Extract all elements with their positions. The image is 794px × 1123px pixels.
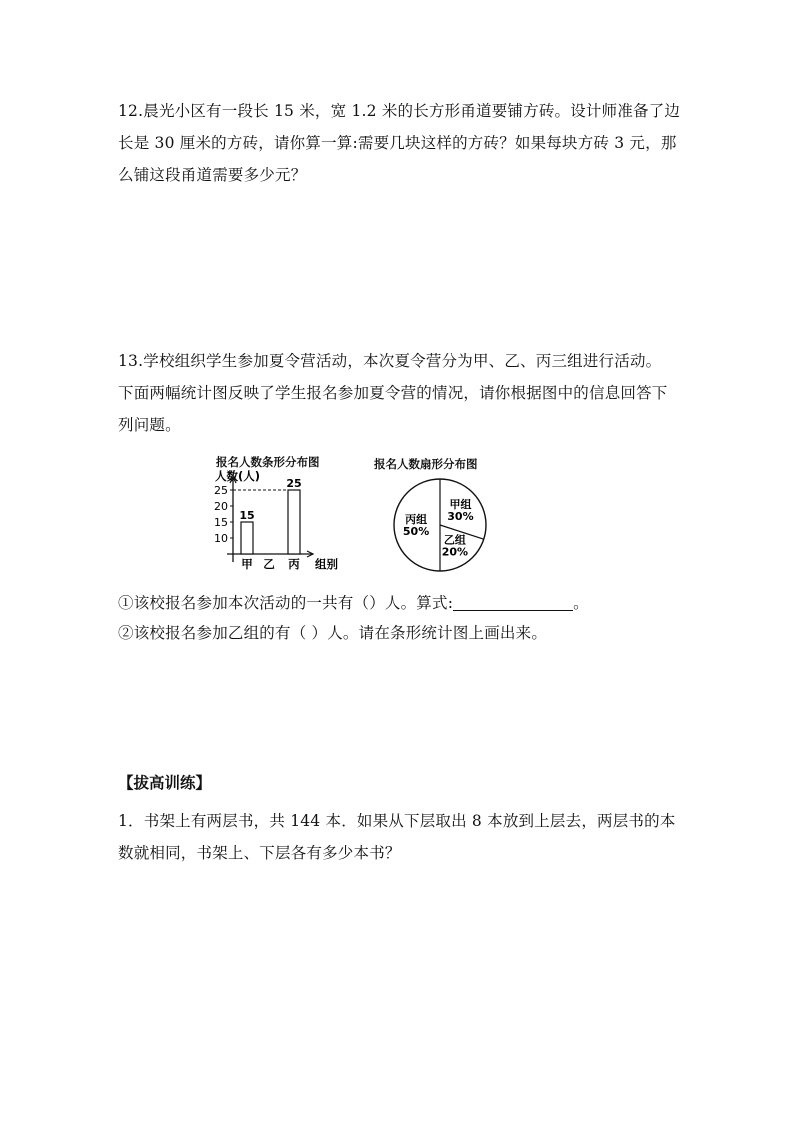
y-tick-label: 10 — [214, 532, 228, 545]
question-13-line: 列问题。 — [118, 416, 181, 434]
x-category-label: 乙 — [263, 557, 275, 571]
bar-chart-title: 报名人数条形分布图 — [216, 455, 320, 469]
training-problem-line: 数就相同，书架上、下层各有多少本书？ — [118, 844, 401, 862]
y-tick-label: 25 — [214, 484, 228, 497]
bar — [288, 490, 300, 554]
bar — [241, 522, 253, 554]
sub-1-text: ①该校报名参加本次活动的一共有（）人。算式: — [118, 594, 454, 612]
pie-slice-percent: 20% — [441, 545, 469, 559]
question-13-line: 13.学校组织学生参加夏令营活动，本次夏令营分为甲、乙、丙三组进行活动。 — [118, 352, 662, 370]
y-tick-label: 20 — [214, 500, 228, 513]
question-12-line: 12.晨光小区有一段长 15 米，宽 1.2 米的长方形甬道要铺方砖。设计师准备了边 — [118, 102, 681, 120]
pie-chart-title: 报名人数扇形分布图 — [374, 457, 478, 471]
question-12-line: 么铺这段甬道需要多少元？ — [118, 166, 307, 184]
bar-chart — [205, 466, 355, 578]
bar-value-label: 25 — [286, 477, 302, 490]
pie-chart — [390, 475, 490, 575]
pie-slice-percent: 30% — [447, 510, 474, 524]
training-problem-1 — [118, 805, 678, 869]
x-axis-label: 组别 — [315, 557, 338, 571]
bar-value-label: 15 — [239, 509, 255, 522]
pie-slice-label: 丙组 — [405, 513, 428, 526]
training-problem-line: 1．书架上有两层书，共 144 本．如果从下层取出 8 本放到上层去，两层书的本 — [118, 812, 676, 830]
y-axis-label: 人数(人) — [215, 469, 261, 483]
question-13-sub-2 — [118, 617, 678, 649]
sub-1-end: 。 — [573, 594, 589, 612]
answer-blank[interactable] — [453, 594, 573, 611]
pie-slice-label: 乙组 — [443, 533, 466, 547]
question-12 — [118, 95, 681, 191]
question-13 — [118, 345, 678, 441]
pie-slice-percent: 50% — [402, 525, 430, 538]
sub-2-text: ②该校报名参加乙组的有（ ）人。请在条形统计图上画出来。 — [118, 624, 548, 642]
x-category-label: 丙 — [288, 557, 300, 571]
question-13-sub-1 — [118, 587, 678, 619]
y-tick-label: 15 — [214, 516, 228, 529]
question-12-line: 长是 30 厘米的方砖，请你算一算:需要几块这样的方砖？如果每块方砖 3 元，那 — [118, 134, 677, 152]
x-category-label: 甲 — [241, 557, 253, 571]
pie-slice-label: 甲组 — [449, 498, 472, 512]
section-heading: 【拔高训练】 — [118, 774, 212, 792]
question-13-line: 下面两幅统计图反映了学生报名参加夏令营的情况，请你根据图中的信息回答下 — [118, 384, 668, 402]
